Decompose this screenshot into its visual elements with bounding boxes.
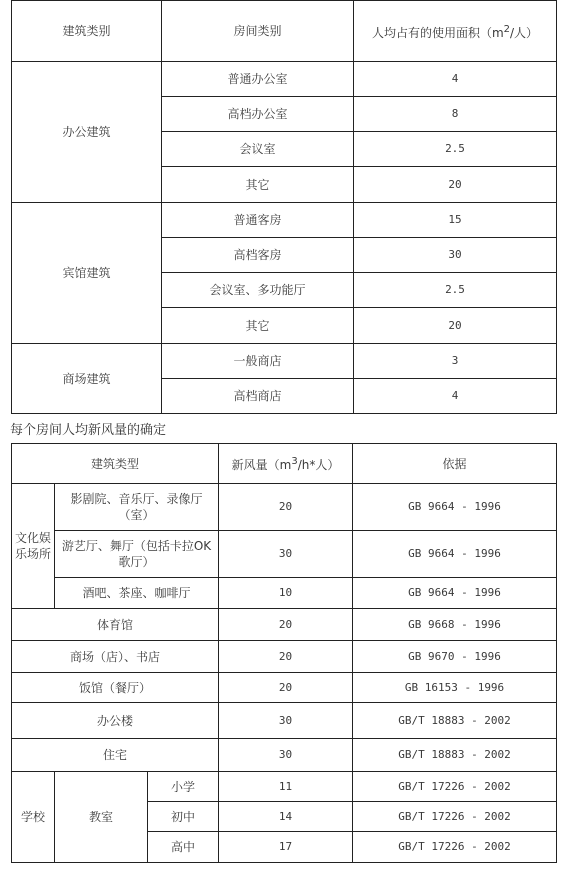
area-cell: 8 xyxy=(354,97,557,132)
group-school: 学校 xyxy=(12,772,55,863)
group-mall: 商场建筑 xyxy=(12,344,162,414)
room-cell: 其它 xyxy=(162,167,354,203)
place-cell: 体育馆 xyxy=(12,609,219,641)
table-row xyxy=(12,641,557,673)
table-row xyxy=(12,344,557,379)
area-cell: 4 xyxy=(354,62,557,97)
basis-cell: GB/T 17226 - 2002 xyxy=(353,802,557,832)
area-cell: 20 xyxy=(354,308,557,344)
air-cell: 20 xyxy=(219,484,353,531)
room-cell: 普通办公室 xyxy=(162,62,354,97)
air-cell: 11 xyxy=(219,772,353,802)
area-cell: 3 xyxy=(354,344,557,379)
place-cell: 影剧院、音乐厅、录像厅（室） xyxy=(55,484,219,531)
area-cell: 30 xyxy=(354,238,557,273)
air-cell: 17 xyxy=(219,832,353,863)
table-row xyxy=(12,772,557,802)
area-cell: 15 xyxy=(354,203,557,238)
room-cell: 高档商店 xyxy=(162,379,354,414)
room-cell: 高档客房 xyxy=(162,238,354,273)
group-classroom: 教室 xyxy=(55,772,148,863)
group-culture: 文化娱乐场所 xyxy=(12,484,55,609)
basis-cell: GB/T 18883 - 2002 xyxy=(353,703,557,739)
table2-header-air: 新风量（$m^3/h*$人） xyxy=(219,444,353,484)
table-row xyxy=(12,609,557,641)
basis-cell: GB 16153 - 1996 xyxy=(353,673,557,703)
area-cell: 4 xyxy=(354,379,557,414)
table1-header-building: 建筑类别 xyxy=(12,1,162,62)
room-cell: 其它 xyxy=(162,308,354,344)
area-cell: 2.5 xyxy=(354,132,557,167)
air-cell: 20 xyxy=(219,641,353,673)
place-cell: 饭馆（餐厅） xyxy=(12,673,219,703)
place-cell: 酒吧、茶座、咖啡厅 xyxy=(55,578,219,609)
room-cell: 会议室 xyxy=(162,132,354,167)
table2-header-basis: 依据 xyxy=(353,444,557,484)
table2-header-row xyxy=(12,444,557,484)
grade-cell: 高中 xyxy=(148,832,219,863)
basis-cell: GB/T 18883 - 2002 xyxy=(353,739,557,772)
area-cell: 2.5 xyxy=(354,273,557,308)
table2-header-type: 建筑类型 xyxy=(12,444,219,484)
place-cell: 办公楼 xyxy=(12,703,219,739)
table-row xyxy=(12,484,557,531)
place-cell: 住宅 xyxy=(12,739,219,772)
room-cell: 会议室、多功能厅 xyxy=(162,273,354,308)
table2-caption: 每个房间人均新风量的确定 xyxy=(10,423,167,438)
air-cell: 30 xyxy=(219,531,353,578)
air-cell: 20 xyxy=(219,673,353,703)
table-row xyxy=(12,703,557,739)
room-cell: 普通客房 xyxy=(162,203,354,238)
table1-header-row xyxy=(12,1,557,62)
group-hotel: 宾馆建筑 xyxy=(12,203,162,344)
table-row xyxy=(12,673,557,703)
air-cell: 30 xyxy=(219,739,353,772)
basis-cell: GB 9668 - 1996 xyxy=(353,609,557,641)
air-cell: 10 xyxy=(219,578,353,609)
table-row xyxy=(12,578,557,609)
table-row xyxy=(12,531,557,578)
basis-cell: GB/T 17226 - 2002 xyxy=(353,832,557,863)
room-cell: 高档办公室 xyxy=(162,97,354,132)
grade-cell: 初中 xyxy=(148,802,219,832)
table-row xyxy=(12,203,557,238)
basis-cell: GB 9670 - 1996 xyxy=(353,641,557,673)
table-row xyxy=(12,739,557,772)
area-per-person-table xyxy=(11,0,557,414)
basis-cell: GB 9664 - 1996 xyxy=(353,578,557,609)
basis-cell: GB 9664 - 1996 xyxy=(353,531,557,578)
grade-cell: 小学 xyxy=(148,772,219,802)
air-cell: 14 xyxy=(219,802,353,832)
group-office: 办公建筑 xyxy=(12,62,162,203)
table1-header-area: 人均占有的使用面积（$m^2/$人） xyxy=(354,1,557,62)
basis-cell: GB 9664 - 1996 xyxy=(353,484,557,531)
air-cell: 20 xyxy=(219,609,353,641)
fresh-air-table xyxy=(11,443,557,863)
place-cell: 游艺厅、舞厅（包括卡拉OK歌厅） xyxy=(55,531,219,578)
basis-cell: GB/T 17226 - 2002 xyxy=(353,772,557,802)
air-cell: 30 xyxy=(219,703,353,739)
room-cell: 一般商店 xyxy=(162,344,354,379)
area-cell: 20 xyxy=(354,167,557,203)
table1-header-room: 房间类别 xyxy=(162,1,354,62)
table-row xyxy=(12,62,557,97)
place-cell: 商场（店）、书店 xyxy=(12,641,219,673)
